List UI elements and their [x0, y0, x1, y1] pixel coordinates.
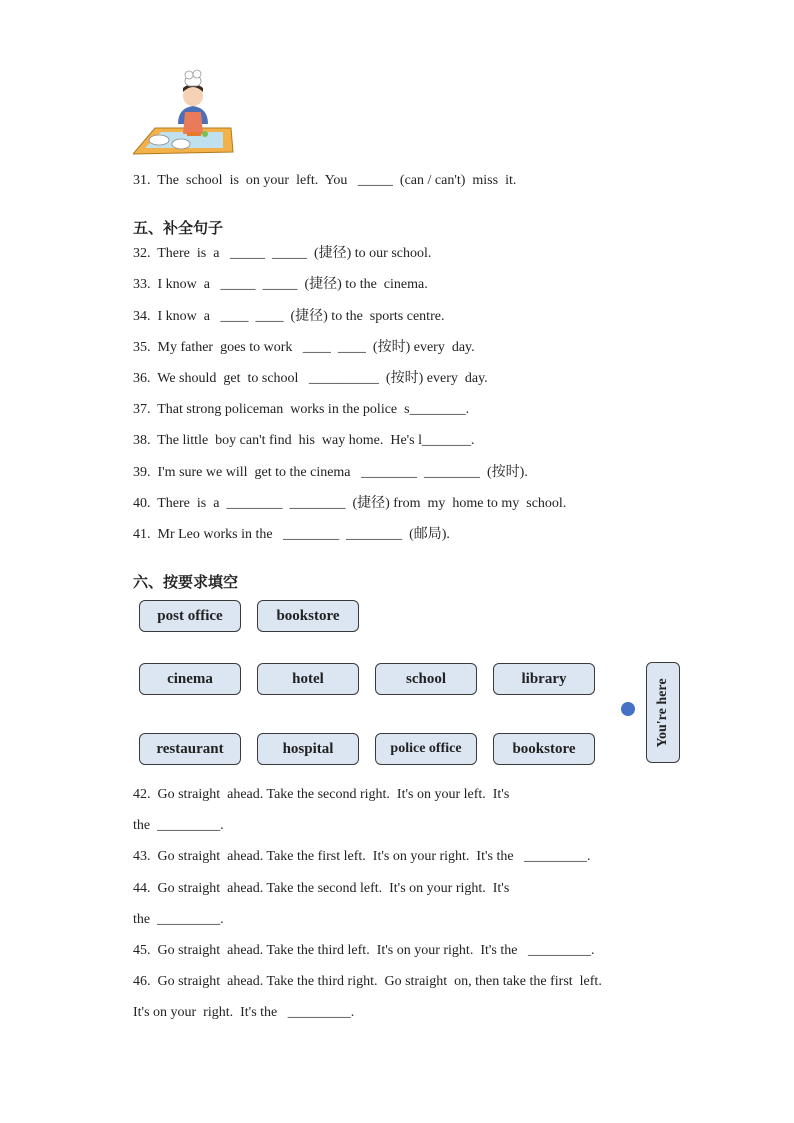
question-37: 37. That strong policeman works in the police s________.	[133, 402, 470, 417]
question-40: 40. There is a ________ ________ (捷径) from my home to my school.	[133, 496, 567, 511]
section-5-title: 五、补全句子	[133, 219, 224, 237]
section-6-title: 六、按要求填空	[133, 573, 239, 591]
question-41: 41. Mr Leo works in the ________ ________ (邮局).	[133, 527, 450, 542]
map-library: library	[493, 663, 595, 695]
question-32: 32. There is a _____ _____ (捷径) to our school.	[133, 246, 432, 261]
map-bookstore-top: bookstore	[257, 600, 359, 632]
question-33: 33. I know a _____ _____ (捷径) to the cinema.	[133, 277, 428, 292]
question-44: 44. Go straight ahead. Take the second left. It's on your right. It's	[133, 881, 510, 896]
map-police-office: police office	[375, 733, 477, 765]
current-location-dot	[621, 702, 635, 716]
question-39: 39. I'm sure we will get to the cinema ________ ________ (按时).	[133, 465, 528, 480]
you-are-here-box	[646, 662, 680, 763]
question-35: 35. My father goes to work ____ ____ (按时) every day.	[133, 340, 475, 355]
question-31: 31. The school is on your left. You _____ (can / can't) miss it.	[133, 173, 517, 188]
map-hotel: hotel	[257, 663, 359, 695]
question-46: 46. Go straight ahead. Take the third right. Go straight on, then take the first left.	[133, 974, 602, 989]
question-42-cont: the _________.	[133, 818, 224, 833]
map-hospital: hospital	[257, 733, 359, 765]
map-cinema: cinema	[139, 663, 241, 695]
you-are-here-label: You're here	[655, 677, 670, 748]
question-42: 42. Go straight ahead. Take the second right. It's on your left. It's	[133, 787, 510, 802]
question-38: 38. The little boy can't find his way home. He's l_______.	[133, 433, 475, 448]
question-46-cont: It's on your right. It's the _________.	[133, 1005, 355, 1020]
question-43: 43. Go straight ahead. Take the first left. It's on your right. It's the _________.	[133, 849, 591, 864]
question-45: 45. Go straight ahead. Take the third left. It's on your right. It's the _________.	[133, 943, 595, 958]
question-36: 36. We should get to school __________ (按时) every day.	[133, 371, 488, 386]
map-restaurant: restaurant	[139, 733, 241, 765]
map-post-office: post office	[139, 600, 241, 632]
question-34: 34. I know a ____ ____ (捷径) to the sports centre.	[133, 309, 445, 324]
map-school: school	[375, 663, 477, 695]
question-44-cont: the _________.	[133, 912, 224, 927]
map-bookstore-bottom: bookstore	[493, 733, 595, 765]
chef-cutting-illustration	[133, 68, 237, 156]
